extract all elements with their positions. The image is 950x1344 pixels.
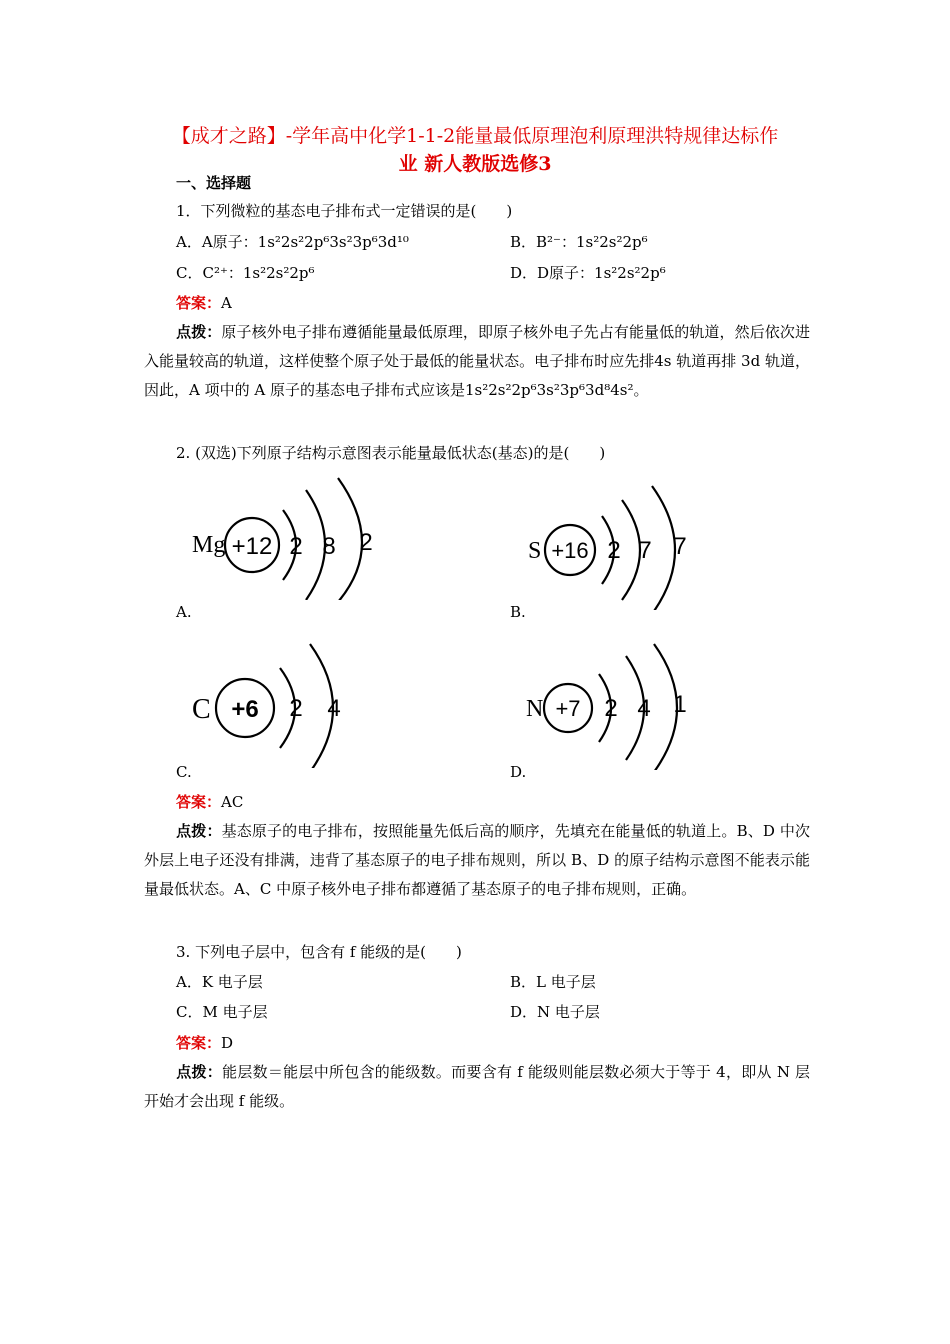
atom-diagram-c [188, 638, 358, 768]
q2-stem: 2. (双选)下列原子结构示意图表示能量最低状态(基态)的是( ) [176, 444, 606, 462]
q3-option-b: B．L 电子层 [510, 973, 596, 991]
diagram-d-shell-count-2: 4 [637, 695, 651, 722]
q3-answer-value: D [221, 1034, 234, 1052]
diagram-b-shell-arc-3 [652, 486, 675, 610]
q3-option-a: A．K 电子层 [176, 973, 263, 991]
document-title-line2: 业 新人教版选修3 [398, 153, 552, 175]
diagram-d-symbol: N [526, 696, 544, 722]
q3-hint-text: 能层数＝能层中所包含的能级数。而要含有 f 能级则能层数必须大于等于 4，即从 N 层开始才会出现 f 能级。 [144, 1063, 810, 1110]
q2-answer [176, 791, 243, 813]
diagram-a-symbol: Mg [192, 532, 226, 558]
diagram-d-label: D. [510, 763, 527, 781]
q1-stem: 1．下列微粒的基态电子排布式一定错误的是( ) [176, 202, 513, 220]
diagram-b-symbol: S [528, 538, 542, 564]
q3-hint [144, 1058, 810, 1116]
q2-hint [144, 817, 810, 904]
diagram-b-shell-count-2: 7 [638, 537, 652, 564]
diagram-b-nucleus-charge: +16 [551, 538, 589, 563]
q1-hint-label: 点拨： [176, 323, 222, 341]
atom-diagram-a [186, 470, 386, 600]
q1-option-a: A．A原子：1s²2s²2p⁶3s²3p⁶3d¹⁰ [176, 233, 409, 251]
diagram-c-shell-count-1: 2 [289, 695, 303, 722]
q3-option-c: C．M 电子层 [176, 1003, 268, 1021]
diagram-d-shell-count-3: 1 [673, 691, 687, 718]
q1-option-c: C．C²⁺：1s²2s²2p⁶ [176, 264, 315, 282]
q3-answer-label: 答案： [176, 1034, 222, 1052]
q2-answer-value: AC [221, 793, 244, 811]
diagram-c-nucleus-charge: +6 [231, 696, 259, 723]
diagram-a-shell-count-2: 8 [322, 533, 336, 560]
q1-answer-value: A [221, 294, 232, 312]
q1-hint [144, 318, 810, 405]
q3-answer [176, 1032, 233, 1054]
q2-hint-text: 基态原子的电子排布，按照能量先低后高的顺序，先填充在能量低的轨道上。B、D 中次外层上电子还没有排满，违背了基态原子的电子排布规则，所以 B、D 的原子结构示意图不能表示能量最低状态。A、C 中原子核外电子排布都遵循了基态原子的电子排布规则，正确。 [144, 822, 810, 898]
diagram-a-nucleus-charge: +12 [231, 533, 273, 560]
diagram-b-label: B. [510, 603, 526, 621]
q1-option-b: B．B²⁻：1s²2s²2p⁶ [510, 233, 648, 251]
atom-diagram-b [524, 480, 704, 610]
diagram-d-nucleus-charge: +7 [555, 696, 581, 721]
q2-answer-label: 答案： [176, 793, 222, 811]
diagram-b-shell-arc-2 [622, 500, 640, 600]
q3-hint-label: 点拨： [176, 1063, 223, 1081]
q1-answer-label: 答案： [176, 294, 222, 312]
q3-stem: 3. 下列电子层中，包含有 f 能级的是( ) [176, 943, 462, 961]
document-title-line1: 【成才之路】-学年高中化学1-1-2能量最低原理泡利原理洪特规律达标作 [171, 125, 779, 147]
q1-option-d: D．D原子：1s²2s²2p⁶ [510, 264, 666, 282]
q2-hint-label: 点拨： [176, 822, 222, 840]
q1-answer [176, 292, 232, 314]
q1-hint-text: 原子核外电子排布遵循能量最低原理，即原子核外电子先占有能量低的轨道，然后依次进入能量较高的轨道，这样使整个原子处于最低的能量状态。电子排布时应先排4s 轨道再排 3d 轨道，因此，A 项中的 A 原子的基态电子排布式应该是1s²2s²2p⁶3s²3p⁶3d⁸4s²。 [144, 323, 810, 399]
diagram-b-shell-count-1: 2 [607, 537, 621, 564]
diagram-c-symbol: C [192, 694, 211, 725]
diagram-c-shell-count-2: 4 [327, 695, 341, 722]
section-heading: 一、选择题 [176, 174, 252, 192]
diagram-b-shell-count-3: 7 [673, 533, 687, 560]
diagram-a-label: A. [176, 603, 192, 621]
diagram-a-shell-count-3: 2 [359, 529, 373, 556]
q3-option-d: D．N 电子层 [510, 1003, 600, 1021]
diagram-d-shell-count-1: 2 [604, 695, 618, 722]
diagram-c-label: C. [176, 763, 192, 781]
diagram-a-shell-count-1: 2 [289, 533, 303, 560]
atom-diagram-d [524, 640, 704, 770]
